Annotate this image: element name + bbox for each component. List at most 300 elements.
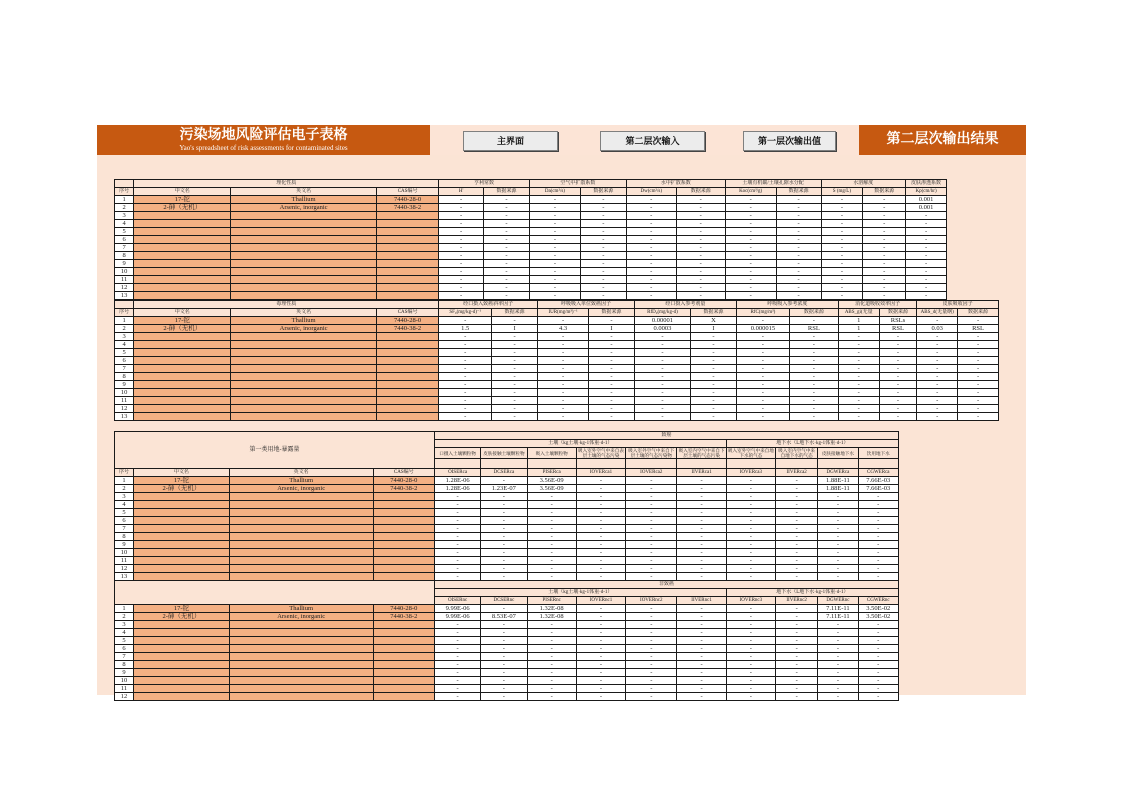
data-cell[interactable]: - (439, 349, 492, 357)
column-header[interactable]: DCSERnc (481, 597, 527, 605)
data-cell[interactable]: - (726, 485, 775, 493)
data-cell[interactable]: - (626, 629, 677, 637)
column-header[interactable]: IOVERnc1 (576, 597, 625, 605)
data-cell[interactable]: - (576, 517, 625, 525)
data-cell[interactable]: - (863, 276, 906, 284)
data-cell[interactable]: - (821, 284, 863, 292)
data-cell[interactable]: 7.11E-11 (818, 605, 858, 613)
data-cell[interactable]: - (434, 573, 480, 581)
chem-en-name[interactable] (231, 228, 377, 236)
chem-cn-name[interactable] (134, 220, 231, 228)
row-index[interactable]: 7 (115, 525, 134, 533)
data-cell[interactable]: - (538, 389, 589, 397)
data-cell[interactable]: - (725, 236, 776, 244)
chem-en-name[interactable]: Arsenic, inorganic (231, 204, 377, 212)
data-cell[interactable]: - (776, 605, 818, 613)
data-cell[interactable]: - (789, 365, 838, 373)
data-cell[interactable]: - (776, 252, 821, 260)
data-cell[interactable]: - (677, 485, 726, 493)
data-cell[interactable]: - (776, 637, 818, 645)
chem-en-name[interactable] (229, 501, 373, 509)
chem-cas[interactable] (373, 517, 434, 525)
column-header[interactable]: DGWERnc (818, 597, 858, 605)
data-cell[interactable]: - (580, 252, 626, 260)
data-cell[interactable]: - (576, 693, 625, 701)
chem-cn-name[interactable]: 17-铊 (134, 605, 230, 613)
data-cell[interactable]: - (821, 212, 863, 220)
data-cell[interactable]: - (858, 509, 898, 517)
chem-en-name[interactable] (231, 212, 377, 220)
data-cell[interactable]: - (634, 365, 690, 373)
row-index[interactable]: 10 (115, 549, 134, 557)
data-cell[interactable]: - (691, 357, 737, 365)
chem-cas[interactable] (376, 341, 438, 349)
chem-cn-name[interactable] (134, 693, 230, 701)
data-cell[interactable]: - (481, 661, 527, 669)
data-cell[interactable]: - (634, 373, 690, 381)
data-cell[interactable]: - (626, 573, 677, 581)
data-cell[interactable]: - (863, 228, 906, 236)
column-header[interactable]: S (mg/L) (821, 188, 863, 196)
data-cell[interactable]: - (858, 517, 898, 525)
data-cell[interactable]: - (736, 413, 789, 421)
data-cell[interactable]: - (434, 653, 480, 661)
data-cell[interactable]: - (576, 557, 625, 565)
column-header[interactable]: 数据来源 (691, 309, 737, 317)
row-index[interactable]: 3 (115, 493, 134, 501)
data-cell[interactable]: - (776, 236, 821, 244)
row-index[interactable]: 5 (115, 228, 134, 236)
chem-cn-name[interactable] (134, 341, 231, 349)
data-cell[interactable]: - (776, 517, 818, 525)
chem-en-name[interactable] (231, 284, 377, 292)
row-index[interactable]: 12 (115, 405, 134, 413)
data-cell[interactable]: - (858, 629, 898, 637)
data-cell[interactable]: - (818, 493, 858, 501)
data-cell[interactable]: - (818, 533, 858, 541)
column-header[interactable]: IOVERca2 (626, 469, 677, 477)
data-cell[interactable]: - (529, 204, 580, 212)
data-cell[interactable]: - (492, 349, 538, 357)
data-cell[interactable]: - (776, 276, 821, 284)
data-cell[interactable]: - (691, 373, 737, 381)
data-cell[interactable]: - (677, 693, 726, 701)
row-index[interactable]: 11 (115, 276, 134, 284)
data-cell[interactable]: - (626, 613, 677, 621)
row-index[interactable]: 1 (115, 477, 134, 485)
data-cell[interactable]: - (677, 525, 726, 533)
data-cell[interactable]: - (863, 292, 906, 300)
chem-cn-name[interactable] (134, 389, 231, 397)
data-cell[interactable]: - (626, 645, 677, 653)
data-cell[interactable]: - (726, 637, 775, 645)
data-cell[interactable]: - (821, 228, 863, 236)
data-cell[interactable]: - (527, 669, 576, 677)
data-cell[interactable]: - (958, 381, 999, 389)
data-cell[interactable]: - (529, 220, 580, 228)
data-cell[interactable]: - (776, 525, 818, 533)
data-cell[interactable]: - (776, 485, 818, 493)
cn-name-header[interactable]: 中文名 (134, 188, 231, 196)
group-header[interactable]: 水中扩散系数 (626, 180, 725, 188)
column-description[interactable]: 吸入室外空气中来自表层土壤的气态污染 (578, 448, 624, 458)
data-cell[interactable]: - (481, 517, 527, 525)
data-cell[interactable]: - (818, 621, 858, 629)
data-cell[interactable]: - (917, 381, 958, 389)
data-cell[interactable]: - (439, 373, 492, 381)
data-cell[interactable]: - (434, 509, 480, 517)
data-cell[interactable]: - (776, 292, 821, 300)
data-cell[interactable]: 4.3 (538, 325, 589, 333)
data-cell[interactable]: - (863, 268, 906, 276)
chem-cas[interactable] (376, 220, 438, 228)
data-cell[interactable]: - (736, 333, 789, 341)
data-cell[interactable]: - (481, 493, 527, 501)
data-cell[interactable]: - (527, 629, 576, 637)
row-index[interactable]: 12 (115, 284, 134, 292)
data-cell[interactable]: - (863, 260, 906, 268)
row-index[interactable]: 2 (115, 485, 134, 493)
chem-cn-name[interactable] (134, 212, 231, 220)
row-index[interactable]: 8 (115, 533, 134, 541)
data-cell[interactable]: - (492, 405, 538, 413)
group-header[interactable]: 水溶解度 (821, 180, 906, 188)
data-cell[interactable]: - (439, 405, 492, 413)
data-cell[interactable]: - (776, 661, 818, 669)
data-cell[interactable]: - (906, 268, 947, 276)
spacer[interactable] (576, 459, 625, 469)
data-cell[interactable]: - (576, 541, 625, 549)
chem-en-name[interactable] (231, 244, 377, 252)
row-index[interactable]: 2 (115, 613, 134, 621)
data-cell[interactable]: 3.56E-09 (527, 485, 576, 493)
chem-cn-name[interactable] (134, 629, 230, 637)
chem-en-name[interactable] (231, 381, 377, 389)
chem-cn-name[interactable] (134, 645, 230, 653)
column-header[interactable]: 数据来源 (879, 309, 917, 317)
data-cell[interactable]: - (626, 669, 677, 677)
group-header[interactable]: 土壤有机碳/土壤孔隙水分配 (725, 180, 821, 188)
data-cell[interactable]: - (958, 405, 999, 413)
data-cell[interactable]: - (958, 333, 999, 341)
row-index[interactable]: 12 (115, 565, 134, 573)
data-cell[interactable]: - (958, 349, 999, 357)
data-cell[interactable]: - (527, 661, 576, 669)
data-cell[interactable]: - (481, 525, 527, 533)
chem-en-name[interactable] (231, 333, 377, 341)
data-cell[interactable]: - (481, 477, 527, 485)
data-cell[interactable]: - (484, 268, 530, 276)
data-cell[interactable]: - (589, 389, 635, 397)
data-cell[interactable]: - (439, 317, 492, 325)
data-cell[interactable]: - (529, 292, 580, 300)
data-cell[interactable]: - (818, 557, 858, 565)
data-cell[interactable]: - (677, 605, 726, 613)
data-cell[interactable]: - (676, 276, 725, 284)
data-cell[interactable]: - (838, 333, 879, 341)
data-cell[interactable]: - (958, 341, 999, 349)
column-header[interactable]: RfD₀(mg/kg-d) (634, 309, 690, 317)
data-cell[interactable]: I (589, 325, 635, 333)
data-cell[interactable]: - (589, 365, 635, 373)
data-cell[interactable]: - (863, 196, 906, 204)
data-cell[interactable]: - (538, 317, 589, 325)
data-cell[interactable]: - (691, 405, 737, 413)
chem-cn-name[interactable] (134, 228, 231, 236)
data-cell[interactable]: - (838, 341, 879, 349)
data-cell[interactable]: - (906, 276, 947, 284)
data-cell[interactable]: - (677, 517, 726, 525)
data-cell[interactable]: - (776, 509, 818, 517)
data-cell[interactable]: - (776, 501, 818, 509)
data-cell[interactable]: - (576, 661, 625, 669)
row-index[interactable]: 11 (115, 557, 134, 565)
chem-en-name[interactable] (231, 405, 377, 413)
data-cell[interactable]: - (726, 549, 775, 557)
data-cell[interactable]: - (589, 349, 635, 357)
column-header[interactable]: OISERnc (434, 597, 480, 605)
data-cell[interactable]: - (879, 333, 917, 341)
data-cell[interactable]: - (527, 653, 576, 661)
chem-cas[interactable] (376, 252, 438, 260)
data-cell[interactable]: - (484, 228, 530, 236)
data-cell[interactable]: - (677, 533, 726, 541)
data-cell[interactable]: - (576, 477, 625, 485)
chem-en-name[interactable] (229, 677, 373, 685)
data-cell[interactable]: - (776, 196, 821, 204)
column-header[interactable]: IOVERnc2 (626, 597, 677, 605)
data-cell[interactable]: - (776, 573, 818, 581)
data-cell[interactable]: - (434, 541, 480, 549)
row-index[interactable]: 11 (115, 685, 134, 693)
chem-cas[interactable]: 7440-38-2 (373, 485, 434, 493)
chem-cas[interactable] (373, 693, 434, 701)
data-cell[interactable]: - (580, 196, 626, 204)
data-cell[interactable]: - (818, 669, 858, 677)
data-cell[interactable]: 1.28E-06 (434, 485, 480, 493)
group-header[interactable]: 呼吸吸入单位致癌因子 (538, 301, 635, 309)
data-cell[interactable]: - (858, 685, 898, 693)
spacer[interactable] (776, 459, 818, 469)
data-cell[interactable]: - (917, 333, 958, 341)
data-cell[interactable]: - (676, 268, 725, 276)
data-cell[interactable]: - (821, 220, 863, 228)
data-cell[interactable]: - (576, 605, 625, 613)
data-cell[interactable]: - (434, 549, 480, 557)
row-index[interactable]: 13 (115, 573, 134, 581)
section-title[interactable]: 理化性质 (134, 180, 439, 188)
chem-cas[interactable] (376, 357, 438, 365)
row-index[interactable]: 3 (115, 333, 134, 341)
chem-en-name[interactable] (229, 637, 373, 645)
data-cell[interactable]: - (917, 413, 958, 421)
data-cell[interactable]: 1.88E-11 (818, 477, 858, 485)
data-cell[interactable]: - (481, 501, 527, 509)
data-cell[interactable]: - (439, 357, 492, 365)
chem-en-name[interactable] (229, 541, 373, 549)
data-cell[interactable]: - (818, 541, 858, 549)
data-cell[interactable]: - (484, 276, 530, 284)
chem-en-name[interactable]: Thallium (229, 605, 373, 613)
data-cell[interactable]: - (726, 565, 775, 573)
data-cell[interactable]: - (538, 381, 589, 389)
chem-en-name[interactable] (231, 341, 377, 349)
chem-cas[interactable] (373, 677, 434, 685)
data-cell[interactable]: - (691, 381, 737, 389)
data-cell[interactable]: - (576, 493, 625, 501)
data-cell[interactable]: - (439, 397, 492, 405)
data-cell[interactable]: 9.99E-06 (434, 613, 480, 621)
column-header[interactable]: OISERca (434, 469, 480, 477)
data-cell[interactable]: - (538, 373, 589, 381)
column-description[interactable]: 吸入室外空气中来自地下水的气态 (727, 448, 774, 458)
data-cell[interactable]: - (626, 565, 677, 573)
column-header[interactable]: IOVERca3 (726, 469, 775, 477)
data-cell[interactable]: - (958, 397, 999, 405)
chem-cn-name[interactable] (134, 501, 230, 509)
data-cell[interactable]: - (492, 317, 538, 325)
column-description[interactable]: 吸入室外空气中来自下层土壤的气态污染物 (626, 448, 677, 459)
row-index[interactable]: 10 (115, 268, 134, 276)
data-cell[interactable]: - (958, 413, 999, 421)
chem-cn-name[interactable] (134, 533, 230, 541)
row-index[interactable]: 2 (115, 204, 134, 212)
data-cell[interactable]: - (529, 244, 580, 252)
data-cell[interactable]: - (838, 373, 879, 381)
data-cell[interactable]: - (626, 260, 676, 268)
data-cell[interactable]: - (736, 405, 789, 413)
chem-cas[interactable] (373, 629, 434, 637)
chem-en-name[interactable] (229, 525, 373, 533)
chem-cn-name[interactable] (134, 381, 231, 389)
chem-cas[interactable] (373, 621, 434, 629)
data-cell[interactable]: - (677, 661, 726, 669)
chem-en-name[interactable] (229, 493, 373, 501)
cas-header[interactable]: CAS编号 (373, 469, 434, 477)
data-cell[interactable]: - (484, 252, 530, 260)
data-cell[interactable]: - (481, 653, 527, 661)
data-cell[interactable]: - (818, 685, 858, 693)
column-description[interactable]: 吸入室内空气中来自下层土壤的气态污染 (678, 448, 725, 458)
data-cell[interactable]: - (529, 228, 580, 236)
row-index[interactable]: 9 (115, 260, 134, 268)
data-cell[interactable]: - (858, 557, 898, 565)
corner[interactable] (115, 301, 134, 309)
row-index[interactable]: 8 (115, 373, 134, 381)
data-cell[interactable]: - (626, 653, 677, 661)
data-cell[interactable]: - (676, 260, 725, 268)
row-index[interactable]: 9 (115, 381, 134, 389)
column-header[interactable]: Dw(cm²/s) (626, 188, 676, 196)
data-cell[interactable]: - (626, 212, 676, 220)
data-cell[interactable]: - (527, 525, 576, 533)
data-cell[interactable]: - (736, 317, 789, 325)
data-cell[interactable]: - (677, 685, 726, 693)
data-cell[interactable]: - (838, 405, 879, 413)
data-cell[interactable]: - (484, 196, 530, 204)
data-cell[interactable]: - (529, 196, 580, 204)
row-index[interactable]: 12 (115, 693, 134, 701)
data-cell[interactable]: - (725, 260, 776, 268)
data-cell[interactable]: - (818, 629, 858, 637)
data-cell[interactable]: - (529, 284, 580, 292)
data-cell[interactable]: - (838, 397, 879, 405)
data-cell[interactable]: - (481, 621, 527, 629)
chem-en-name[interactable] (231, 268, 377, 276)
data-cell[interactable]: - (691, 397, 737, 405)
data-cell[interactable]: - (776, 629, 818, 637)
chem-cas[interactable] (373, 501, 434, 509)
data-cell[interactable]: - (726, 629, 775, 637)
data-cell[interactable]: - (580, 292, 626, 300)
chem-cn-name[interactable] (134, 541, 230, 549)
data-cell[interactable]: - (776, 493, 818, 501)
data-cell[interactable]: - (677, 549, 726, 557)
data-cell[interactable]: - (776, 212, 821, 220)
chem-cas[interactable]: 7440-38-2 (376, 204, 438, 212)
chem-cas[interactable] (376, 405, 438, 413)
data-cell[interactable]: - (538, 405, 589, 413)
data-cell[interactable]: - (858, 653, 898, 661)
data-cell[interactable]: - (492, 333, 538, 341)
data-cell[interactable]: - (726, 509, 775, 517)
data-cell[interactable]: - (434, 677, 480, 685)
data-cell[interactable]: - (726, 645, 775, 653)
group-header[interactable]: 非致癌 (434, 581, 898, 589)
column-header[interactable]: Kp(cm/hr) (906, 188, 947, 196)
seq-header[interactable]: 序号 (115, 309, 134, 317)
data-cell[interactable]: - (527, 509, 576, 517)
row-index[interactable]: 3 (115, 212, 134, 220)
data-cell[interactable]: 1.32E-08 (527, 613, 576, 621)
data-cell[interactable]: - (821, 244, 863, 252)
data-cell[interactable]: - (736, 381, 789, 389)
data-cell[interactable]: - (492, 373, 538, 381)
column-description[interactable]: 吸入室内空气中来自地下水的气态 (776, 448, 818, 459)
chem-cas[interactable]: 7440-28-0 (376, 317, 438, 325)
chem-cas[interactable] (376, 284, 438, 292)
data-cell[interactable]: - (484, 204, 530, 212)
spacer[interactable] (726, 459, 775, 469)
chem-cn-name[interactable] (134, 276, 231, 284)
data-cell[interactable]: - (863, 204, 906, 212)
data-cell[interactable]: - (838, 381, 879, 389)
column-header[interactable]: 数据来源 (492, 309, 538, 317)
data-cell[interactable]: - (858, 533, 898, 541)
seq-header[interactable]: 序号 (115, 188, 134, 196)
chem-en-name[interactable] (229, 653, 373, 661)
data-cell[interactable]: - (776, 284, 821, 292)
data-cell[interactable]: - (879, 357, 917, 365)
data-cell[interactable]: - (726, 477, 775, 485)
data-cell[interactable]: - (634, 341, 690, 349)
chem-en-name[interactable] (231, 413, 377, 421)
group-header[interactable]: 皮肤渗透系数 (906, 180, 947, 188)
data-cell[interactable]: - (906, 236, 947, 244)
cas-header[interactable]: CAS编号 (376, 309, 438, 317)
data-cell[interactable]: - (626, 252, 676, 260)
data-cell[interactable]: - (527, 541, 576, 549)
data-cell[interactable]: - (879, 365, 917, 373)
data-cell[interactable]: - (434, 533, 480, 541)
data-cell[interactable]: RSL (879, 325, 917, 333)
column-header[interactable]: 数据来源 (676, 188, 725, 196)
data-cell[interactable]: - (576, 685, 625, 693)
chem-en-name[interactable] (229, 549, 373, 557)
group-header[interactable]: 土壤（kg土壤·kg-1体重·d-1） (434, 589, 726, 597)
data-cell[interactable]: - (481, 605, 527, 613)
chem-cn-name[interactable]: 17-铊 (134, 196, 231, 204)
